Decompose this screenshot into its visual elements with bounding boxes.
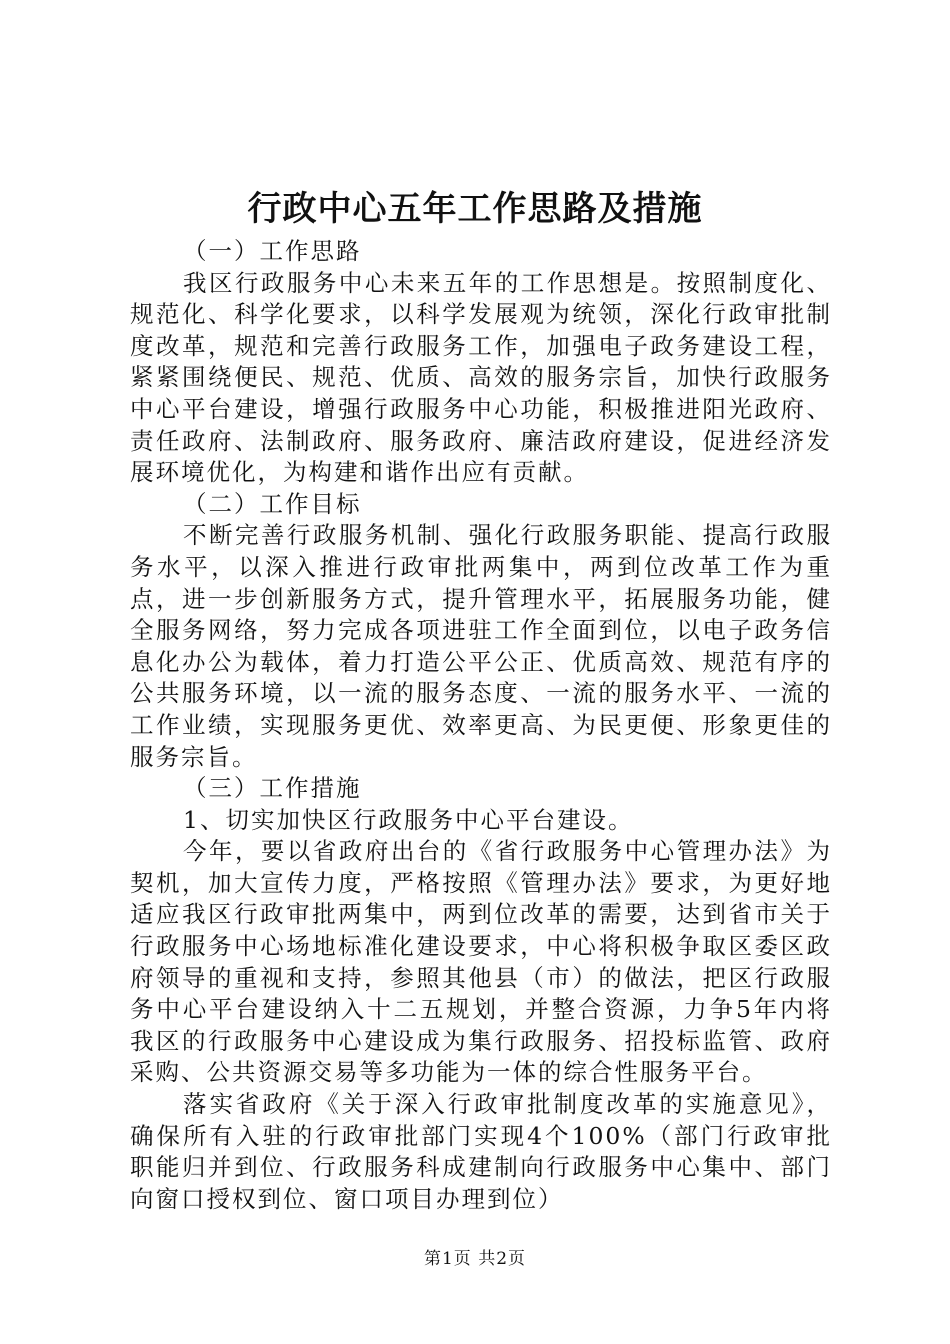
paragraph-1: 我区行政服务中心未来五年的工作思想是。按照制度化、规范化、科学化要求，以科学发展观为统领，深化行政审批制度改革，规范和完善行政服务工作，加强电子政务建设工程，紧紧围绕便民、规范、优质、高效的服务宗旨，加快行政服务中心平台建设，增强行政服务中心功能，积极推进阳光政府、责任政府、法制政府、服务政府、廉洁政府建设，促进经济发展环境优化，为构建和谐作出应有贡献。	[130, 268, 832, 487]
paragraph-4: 落实省政府《关于深入行政审批制度改革的实施意见》，确保所有入驻的行政审批部门实现4个100%（部门行政审批职能归并到位、行政服务科成建制向行政服务中心集中、部门向窗口授权到位、窗口项目办理到位）	[130, 1090, 832, 1213]
paragraph-3: 今年，要以省政府出台的《省行政服务中心管理办法》为契机，加大宣传力度，严格按照《管理办法》要求，为更好地适应我区行政审批两集中，两到位改革的需要，达到省市关于行政服务中心场地标准化建设要求，中心将积极争取区委区政府领导的重视和支持，参照其他县（市）的做法，把区行政服务中心平台建设纳入十二五规划，并整合资源，力争5年内将我区的行政服务中心建设成为集行政服务、招投标监管、政府采购、公共资源交易等多功能为一体的综合性服务平台。	[130, 837, 832, 1087]
document-body	[130, 236, 832, 1215]
page-footer: 第1页 共2页	[423, 1249, 527, 1269]
section-heading-2: （二）工作目标	[183, 489, 362, 518]
section-heading-1: （一）工作思路	[183, 237, 362, 265]
subheading-1: 1、切实加快区行政服务中心平台建设。	[183, 805, 634, 834]
section-heading-3: （三）工作措施	[183, 774, 362, 803]
paragraph-2: 不断完善行政服务机制、强化行政服务职能、提高行政服务水平，以深入推进行政审批两集中，两到位改革工作为重点，进一步创新服务方式，提升管理水平，拓展服务功能，健全服务网络，努力完成各项进驻工作全面到位，以电子政务信息化办公为载体，着力打造公平公正、优质高效、规范有序的公共服务环境，以一流的服务态度、一流的服务水平、一流的工作业绩，实现服务更优、效率更高、为民更便、形象更佳的服务宗旨。	[130, 521, 832, 771]
document-title: 行政中心五年工作思路及措施	[247, 189, 703, 229]
